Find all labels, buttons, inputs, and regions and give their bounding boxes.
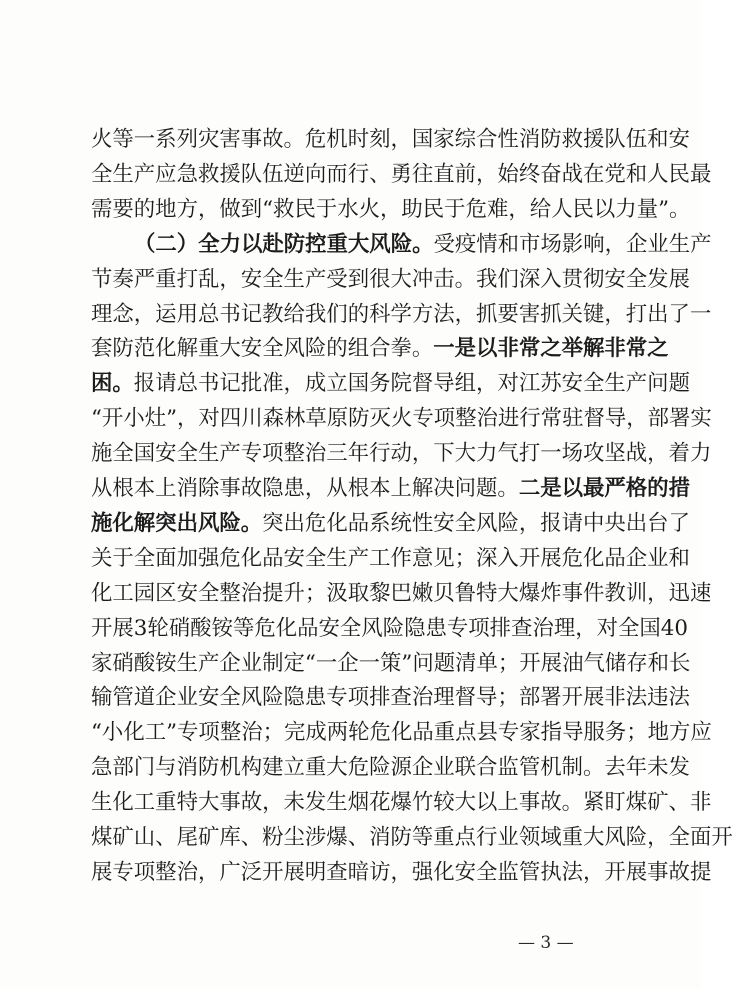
bold-phrase: 困。 xyxy=(91,371,134,397)
bold-phrase: 施化解突出风险。 xyxy=(91,510,263,536)
bold-phrase: （二）全力以赴防控重大风险。 xyxy=(134,231,434,257)
text-line-5: 节奏严重打乱，安全生产受到很大冲击。我们深入贯彻安全发展 xyxy=(91,266,690,292)
text-line-21: 煤矿山、尾矿库、粉尘涉爆、消防等重点行业领域重大风险，全面开 xyxy=(91,825,733,850)
text-line-13: 关于全面加强危化品安全生产工作意见；深入开展危化品企业和 xyxy=(91,545,690,571)
text-line-20: 生化工重特大事故，未发生烟花爆竹较大以上事故。紧盯煤矿、非 xyxy=(91,790,712,816)
bold-phrase: 一是以非常之举解非常之 xyxy=(433,336,669,362)
text-line-7: 套防范化解重大安全风险的组合拳。一是以非常之举解非常之 xyxy=(91,336,669,362)
text-line-2: 全生产应急救援队伍逆向而行、勇往直前，始终奋战在党和人民最 xyxy=(91,161,712,187)
text-line-14: 化工园区安全整治提升；汲取黎巴嫩贝鲁特大爆炸事件教训，迅速 xyxy=(91,580,712,606)
text-line-1: 火等一系列灾害事故。危机时刻，国家综合性消防救援队伍和安 xyxy=(91,127,690,152)
text-line-9: “开小灶”，对四川森林草原防灭火专项整治进行常驻督导，部署实 xyxy=(91,406,712,432)
text-line-8: 困。报请总书记批准，成立国务院督导组，对江苏安全生产问题 xyxy=(91,371,690,397)
text-line-16: 家硝酸铵生产企业制定“一企一策”问题清单；开展油气储存和长 xyxy=(91,650,691,676)
text-line-17: 输管道企业安全风险隐患专项排查治理督导；部署开展非法违法 xyxy=(91,685,690,711)
text-line-3: 需要的地方，做到“救民于水火，助民于危难，给人民以力量”。 xyxy=(91,196,691,222)
text-line-15: 开展3轮硝酸铵等危化品安全风险隐患专项排查治理，对全国40 xyxy=(91,615,688,641)
text-line-6: 理念，运用总书记教给我们的科学方法，抓要害抓关键，打出了一 xyxy=(91,301,712,327)
text-line-18: “小化工”专项整治；完成两轮危化品重点县专家指导服务；地方应 xyxy=(91,720,712,746)
text-line-22: 展专项整治，广泛开展明查暗访，强化安全监管执法，开展事故提 xyxy=(91,859,712,885)
text-line-12: 施化解突出风险。突出危化品系统性安全风险，报请中央出台了 xyxy=(91,510,690,536)
text-line-19: 急部门与消防机构建立重大危险源企业联合监管机制。去年未发 xyxy=(91,755,690,781)
bold-phrase: 二是以最严格的措 xyxy=(518,476,690,501)
section-heading-line: （二）全力以赴防控重大风险。受疫情和市场影响，企业生产 xyxy=(134,231,712,257)
page-number: — 3 — xyxy=(518,933,574,953)
text-line-11: 从根本上消除事故隐患，从根本上解决问题。二是以最严格的措 xyxy=(91,476,690,501)
text-line-10: 施全国安全生产专项整治三年行动，下大力气打一场攻坚战，着力 xyxy=(91,441,712,467)
